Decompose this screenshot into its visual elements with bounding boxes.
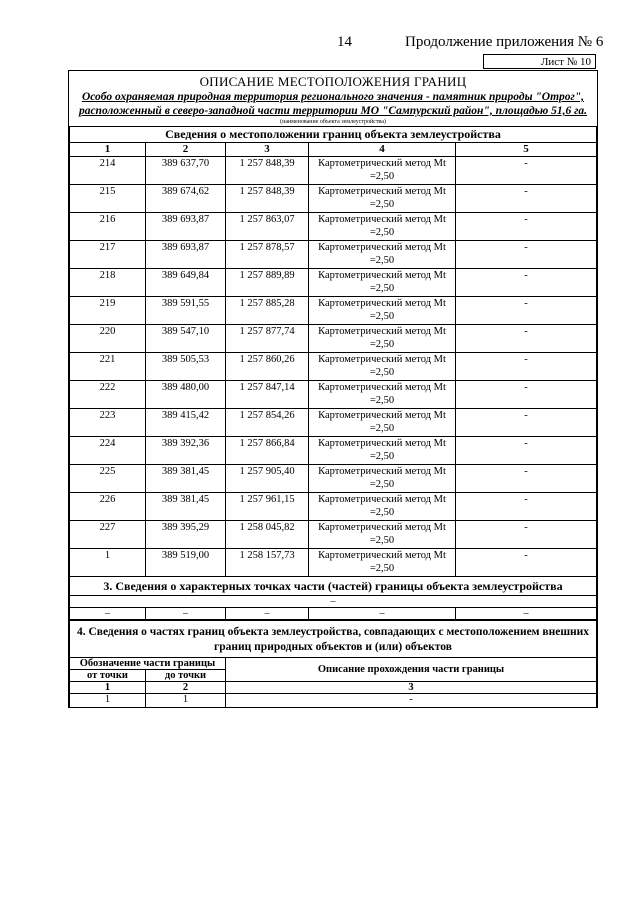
cell-y: 1 257 848,39 — [226, 185, 309, 213]
part-designation-header: Обозначение части границы — [70, 658, 226, 670]
page-number: 14 — [337, 34, 352, 50]
cell-method: Картометрический метод Mt =2,50 — [309, 269, 456, 297]
table-row — [70, 241, 597, 269]
cell-y: 1 258 157,73 — [226, 549, 309, 577]
object-name-caption: (наименование объекта землеустройства) — [280, 119, 386, 125]
cell-note: - — [456, 325, 597, 353]
cell-note: - — [456, 269, 597, 297]
column-header: 1 — [70, 143, 146, 157]
section3-title: 3. Сведения о характерных точках части (частей) границы объекта землеустройства — [70, 577, 597, 596]
cell-method: Картометрический метод Mt =2,50 — [309, 353, 456, 381]
cell-x: 389 693,87 — [146, 241, 226, 269]
cell-y: 1 257 877,74 — [226, 325, 309, 353]
section3-cell: – — [146, 608, 226, 620]
section3-cell: – — [309, 608, 456, 620]
cell-y: 1 257 961,15 — [226, 493, 309, 521]
to-point-header: до точки — [146, 670, 226, 682]
section3-cell: – — [456, 608, 597, 620]
section3-dash: – — [70, 596, 597, 608]
cell-note: - — [456, 549, 597, 577]
table-row — [70, 493, 597, 521]
cell-x: 389 392,36 — [146, 437, 226, 465]
cell-n: 223 — [70, 409, 146, 437]
cell-method: Картометрический метод Mt =2,50 — [309, 465, 456, 493]
cell-n: 215 — [70, 185, 146, 213]
object-name-line2: расположенный в северо-западной части территории МО "Сампурский район", площадью 51,6 га. — [78, 105, 588, 117]
cell-n: 218 — [70, 269, 146, 297]
cell-x: 389 381,45 — [146, 465, 226, 493]
cell-n: 227 — [70, 521, 146, 549]
cell-n: 226 — [70, 493, 146, 521]
document-frame — [68, 70, 598, 708]
from-point-value: 1 — [70, 694, 146, 708]
cell-y: 1 257 866,84 — [226, 437, 309, 465]
cell-method: Картометрический метод Mt =2,50 — [309, 409, 456, 437]
table-row — [70, 353, 597, 381]
cell-n: 220 — [70, 325, 146, 353]
cell-n: 219 — [70, 297, 146, 325]
section3-cell: – — [70, 608, 146, 620]
table-row — [70, 269, 597, 297]
cell-y: 1 257 905,40 — [226, 465, 309, 493]
cell-method: Картометрический метод Mt =2,50 — [309, 185, 456, 213]
table-row — [70, 213, 597, 241]
from-point-header: от точки — [70, 670, 146, 682]
cell-y: 1 257 885,28 — [226, 297, 309, 325]
appendix-label: Продолжение приложения № 6 — [405, 34, 604, 50]
cell-method: Картометрический метод Mt =2,50 — [309, 437, 456, 465]
table-row — [70, 409, 597, 437]
cell-method: Картометрический метод Mt =2,50 — [309, 213, 456, 241]
cell-x: 389 547,10 — [146, 325, 226, 353]
cell-x: 389 505,53 — [146, 353, 226, 381]
cell-y: 1 258 045,82 — [226, 521, 309, 549]
column-header: 5 — [456, 143, 597, 157]
cell-n: 217 — [70, 241, 146, 269]
cell-y: 1 257 889,89 — [226, 269, 309, 297]
cell-n: 225 — [70, 465, 146, 493]
cell-x: 389 480,00 — [146, 381, 226, 409]
section4-table — [69, 620, 597, 708]
table-row — [70, 185, 597, 213]
cell-y: 1 257 854,26 — [226, 409, 309, 437]
boundary-table — [69, 126, 597, 620]
cell-method: Картометрический метод Mt =2,50 — [309, 493, 456, 521]
cell-method: Картометрический метод Mt =2,50 — [309, 549, 456, 577]
cell-method: Картометрический метод Mt =2,50 — [309, 325, 456, 353]
cell-note: - — [456, 353, 597, 381]
table-row — [70, 325, 597, 353]
cell-note: - — [456, 157, 597, 185]
cell-method: Картометрический метод Mt =2,50 — [309, 241, 456, 269]
sheet-number-box: Лист № 10 — [483, 54, 596, 69]
cell-n: 216 — [70, 213, 146, 241]
cell-method: Картометрический метод Mt =2,50 — [309, 381, 456, 409]
cell-y: 1 257 863,07 — [226, 213, 309, 241]
cell-x: 389 637,70 — [146, 157, 226, 185]
cell-x: 389 693,87 — [146, 213, 226, 241]
document-title: ОПИСАНИЕ МЕСТОПОЛОЖЕНИЯ ГРАНИЦ — [199, 74, 467, 89]
column-number: 2 — [146, 682, 226, 694]
table-row — [70, 157, 597, 185]
column-header: 2 — [146, 143, 226, 157]
cell-note: - — [456, 437, 597, 465]
cell-note: - — [456, 409, 597, 437]
title-block — [69, 71, 597, 126]
section2-title: Сведения о местоположении границ объекта землеустройства — [70, 127, 597, 143]
table-row — [70, 437, 597, 465]
cell-x: 389 674,62 — [146, 185, 226, 213]
cell-y: 1 257 848,39 — [226, 157, 309, 185]
column-header: 4 — [309, 143, 456, 157]
cell-x: 389 381,45 — [146, 493, 226, 521]
cell-y: 1 257 860,26 — [226, 353, 309, 381]
table-row — [70, 297, 597, 325]
cell-y: 1 257 878,57 — [226, 241, 309, 269]
cell-n: 222 — [70, 381, 146, 409]
cell-note: - — [456, 493, 597, 521]
cell-method: Картометрический метод Mt =2,50 — [309, 297, 456, 325]
cell-note: - — [456, 465, 597, 493]
cell-x: 389 591,55 — [146, 297, 226, 325]
table-row — [70, 549, 597, 577]
cell-method: Картометрический метод Mt =2,50 — [309, 521, 456, 549]
cell-note: - — [456, 521, 597, 549]
section4-title: 4. Сведения о частях границ объекта землеустройства, совпадающих с местоположением внешних границ природных объектов и (или) объектов — [70, 621, 597, 658]
description-header: Описание прохождения части границы — [226, 658, 597, 682]
cell-method: Картометрический метод Mt =2,50 — [309, 157, 456, 185]
cell-x: 389 649,84 — [146, 269, 226, 297]
to-point-value: 1 — [146, 694, 226, 708]
cell-x: 389 415,42 — [146, 409, 226, 437]
table-row — [70, 465, 597, 493]
cell-n: 221 — [70, 353, 146, 381]
cell-n: 1 — [70, 549, 146, 577]
cell-note: - — [456, 185, 597, 213]
cell-x: 389 519,00 — [146, 549, 226, 577]
table-row — [70, 521, 597, 549]
cell-n: 214 — [70, 157, 146, 185]
description-value: - — [226, 694, 597, 708]
object-name-line1: Особо охраняемая природная территория регионального значения - памятник природы "Отрог", — [81, 91, 585, 103]
column-number: 3 — [226, 682, 597, 694]
cell-note: - — [456, 381, 597, 409]
cell-note: - — [456, 297, 597, 325]
cell-note: - — [456, 241, 597, 269]
cell-y: 1 257 847,14 — [226, 381, 309, 409]
cell-note: - — [456, 213, 597, 241]
cell-n: 224 — [70, 437, 146, 465]
column-header: 3 — [226, 143, 309, 157]
table-row — [70, 381, 597, 409]
cell-x: 389 395,29 — [146, 521, 226, 549]
column-number: 1 — [70, 682, 146, 694]
section3-cell: – — [226, 608, 309, 620]
